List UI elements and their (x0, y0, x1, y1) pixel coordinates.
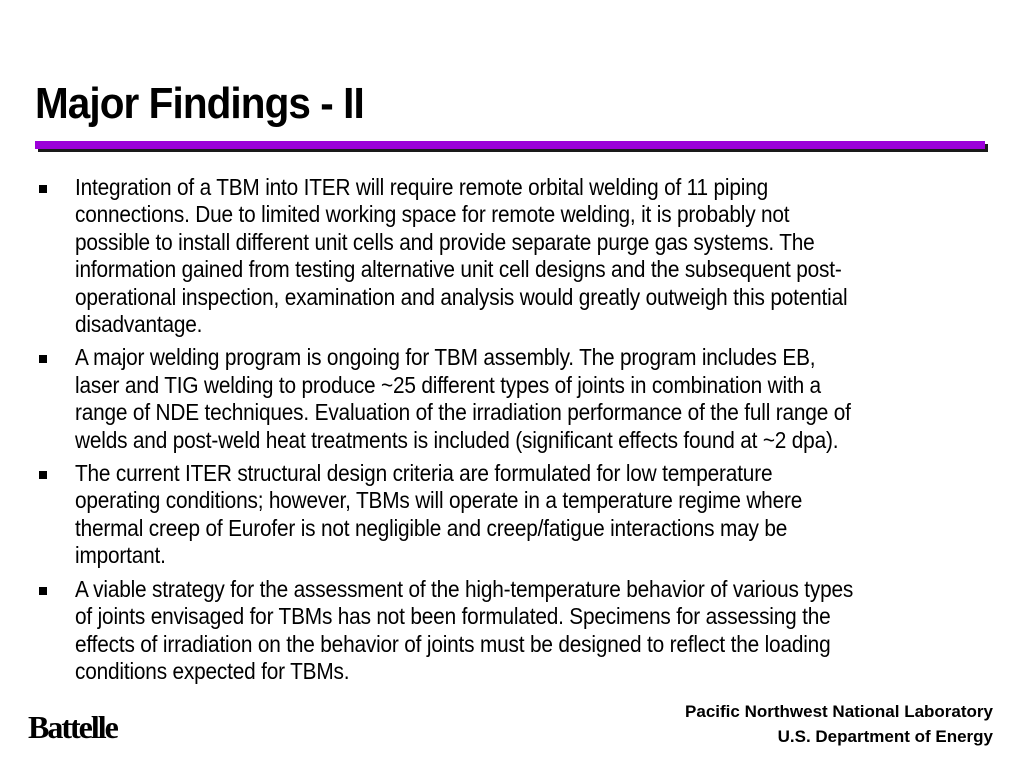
bullet-line: conditions expected for TBMs. (75, 657, 350, 684)
bullet-line: of joints envisaged for TBMs has not been formulated. Specimens for assessing the (75, 603, 831, 630)
title-rule (35, 141, 985, 149)
bullet-line: range of NDE techniques. Evaluation of the irradiation performance of the full range of (75, 399, 851, 426)
bullet-square-icon (39, 355, 47, 363)
bullet-line: possible to install different unit cells and provide separate purge gas systems. The (75, 228, 815, 255)
bullet-text-4 (75, 576, 980, 686)
bullet-item-2 (38, 344, 973, 454)
bullet-square-icon (39, 185, 47, 193)
bullet-text-3 (75, 460, 980, 570)
bullet-text-2 (75, 344, 980, 454)
footer-organization (685, 699, 993, 749)
bullet-line: laser and TIG welding to produce ~25 different types of joints in combination with a (75, 371, 821, 398)
bullet-line: information gained from testing alternative unit cell designs and the subsequent post- (75, 256, 842, 283)
battelle-logo: Battelle (28, 709, 117, 745)
bullet-square-icon (39, 587, 47, 595)
bullet-item-3 (38, 460, 973, 570)
bullet-item-4 (38, 576, 973, 686)
footer-org-line2: U.S. Department of Energy (777, 727, 993, 746)
bullet-square-icon (39, 471, 47, 479)
bullet-list (38, 174, 973, 691)
bullet-line: thermal creep of Eurofer is not negligible and creep/fatigue interactions may be (75, 514, 788, 541)
bullet-line: operational inspection, examination and analysis would greatly outweigh this potential (75, 283, 848, 310)
bullet-line: important. (75, 542, 166, 569)
bullet-line: The current ITER structural design criteria are formulated for low temperature (75, 460, 773, 487)
bullet-line: A major welding program is ongoing for TBM assembly. The program includes EB, (75, 344, 816, 371)
bullet-line: Integration of a TBM into ITER will require remote orbital welding of 11 piping (75, 174, 769, 200)
bullet-line: connections. Due to limited working space for remote welding, it is probably not (75, 201, 790, 228)
bullet-line: welds and post-weld heat treatments is included (significant effects found at ~2 dpa). (75, 426, 839, 453)
bullet-item-1 (38, 174, 973, 338)
bullet-line: operating conditions; however, TBMs will operate in a temperature regime where (75, 487, 803, 514)
bullet-text-1 (75, 174, 980, 338)
bullet-line: disadvantage. (75, 311, 203, 338)
bullet-line: effects of irradiation on the behavior of joints must be designed to reflect the loading (75, 630, 831, 657)
slide-title: Major Findings - II (35, 79, 364, 128)
bullet-line: A viable strategy for the assessment of the high-temperature behavior of various types (75, 575, 854, 602)
footer-org-line1: Pacific Northwest National Laboratory (685, 702, 993, 721)
